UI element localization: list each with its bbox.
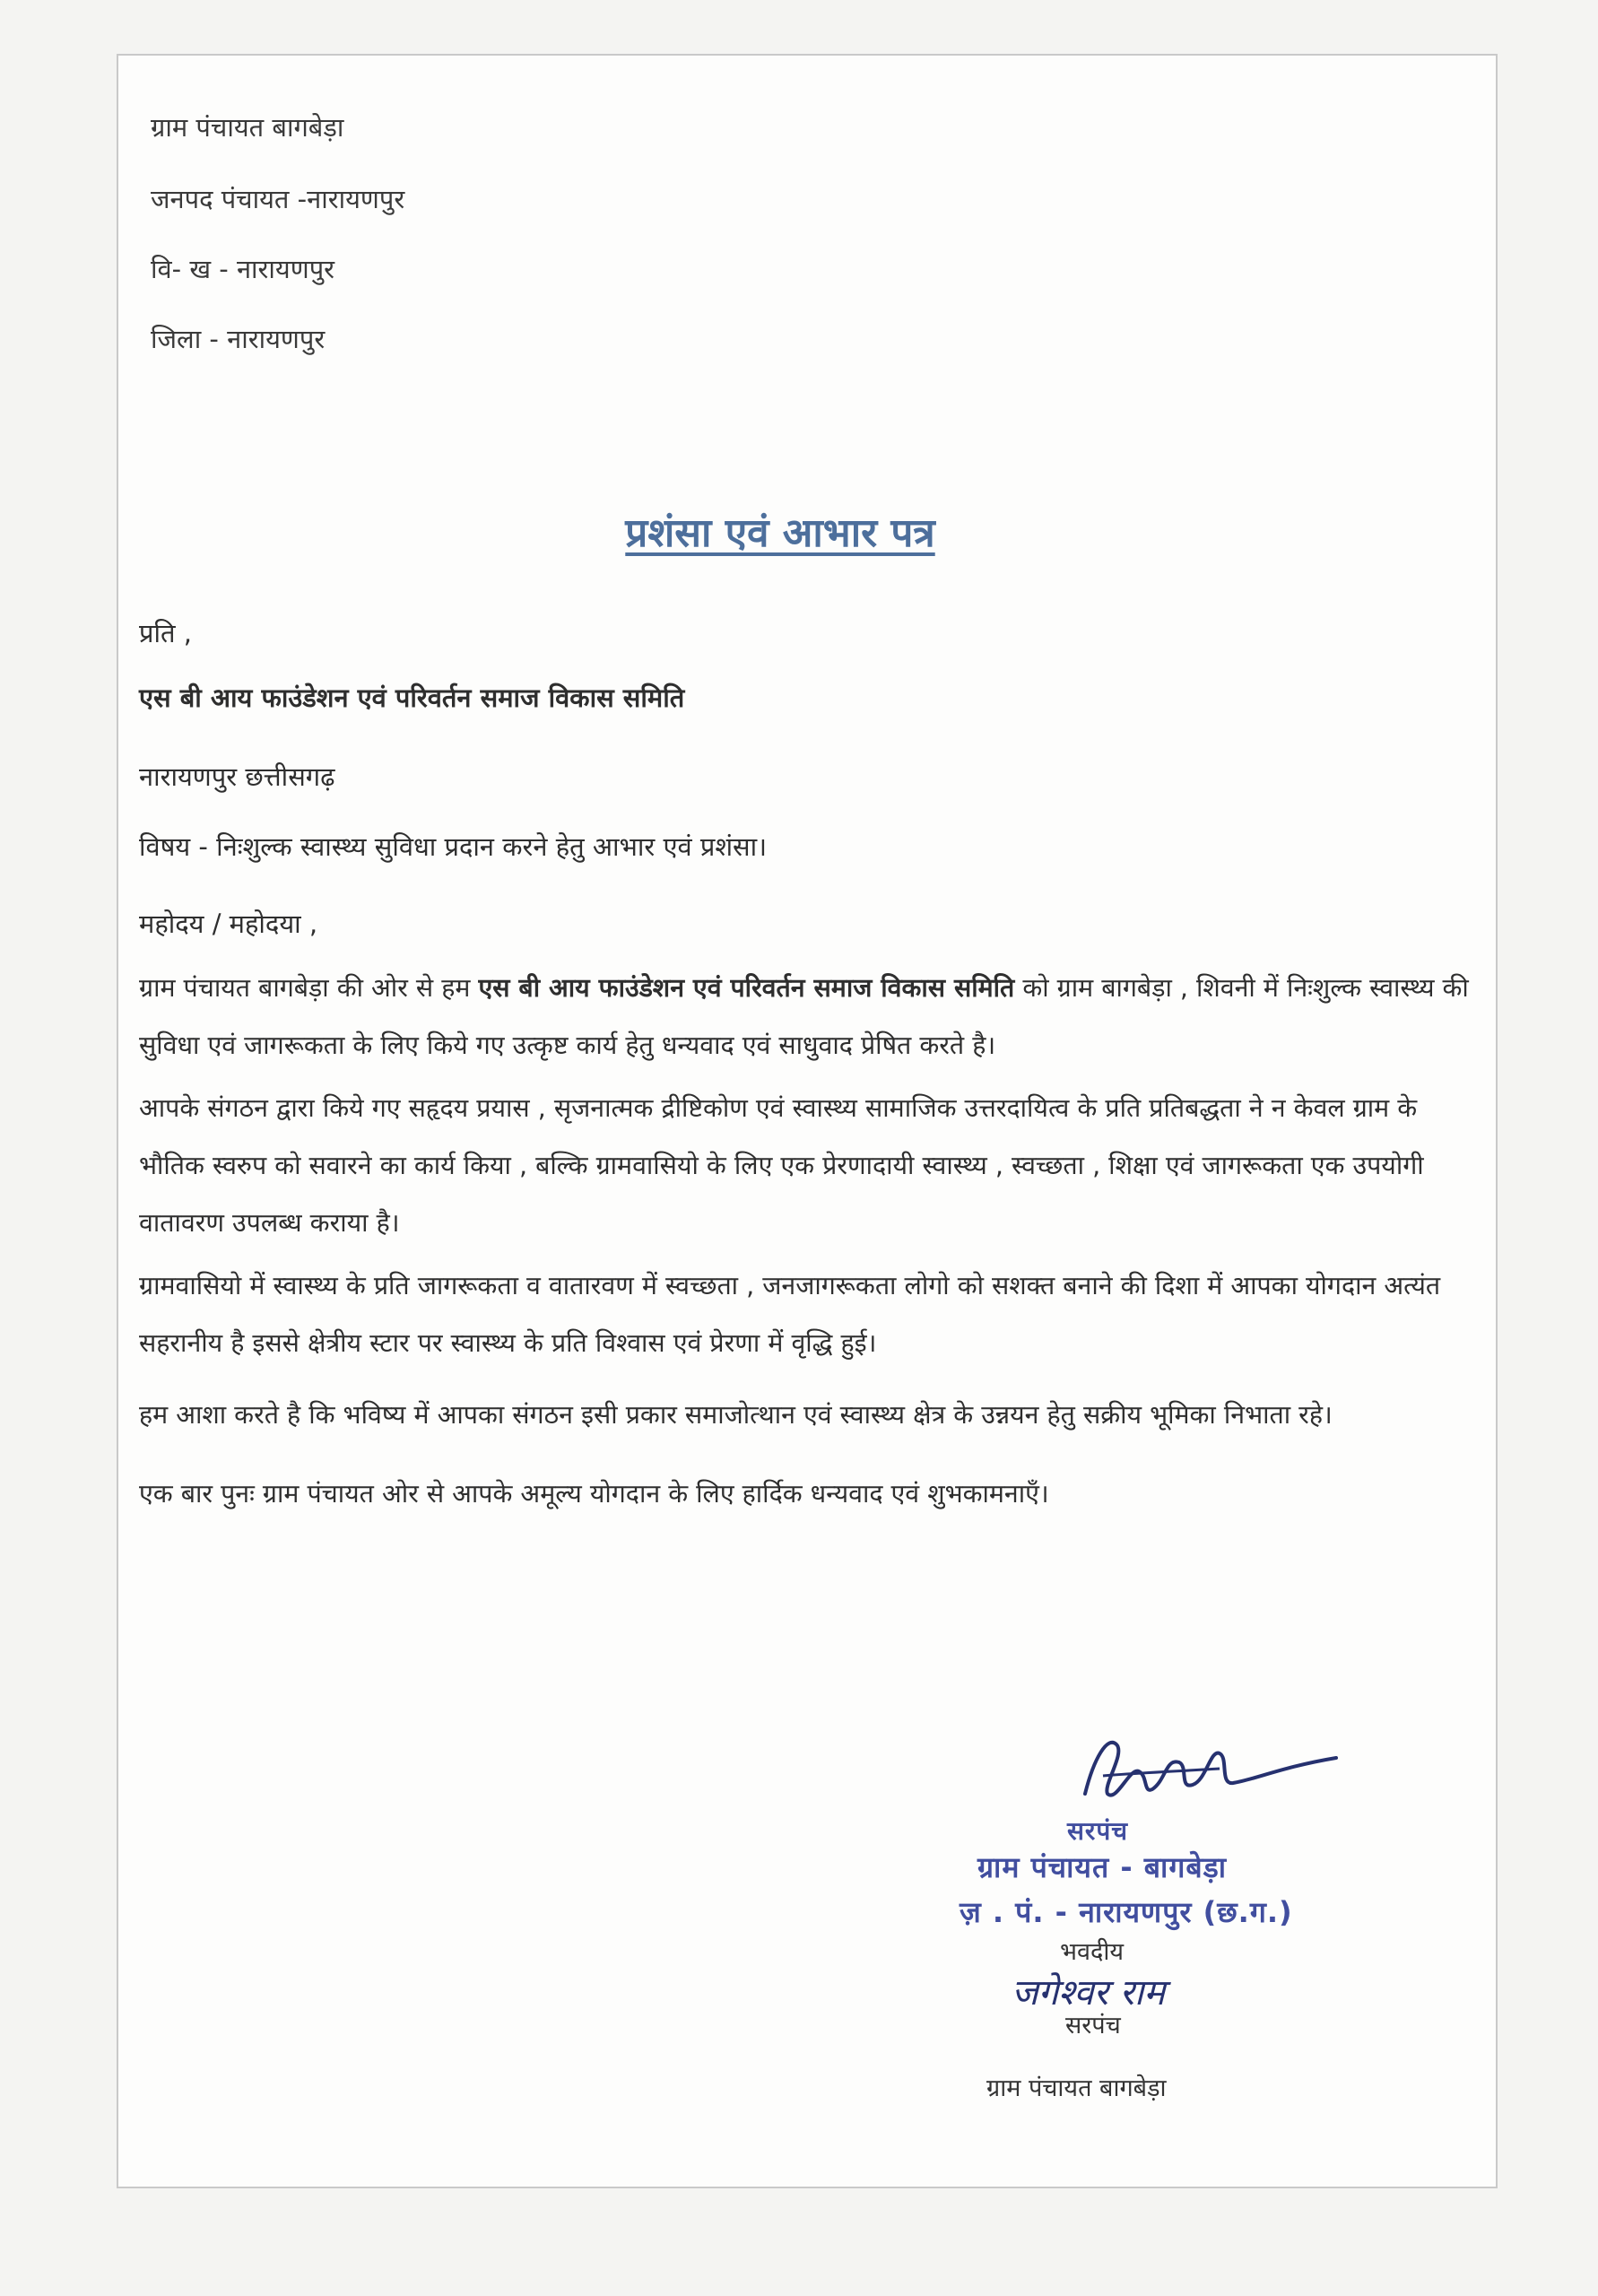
paragraph-1-rest: को ग्राम बागबेड़ा , शिवनी में निःशुल्क स्वास्थ्य की सुविधा एवं जागरूकता के लिए किये गए उत्कृष्ट कार्य हेतु धन्यवाद एवं साधुवाद प्रेषित करते है।: [139, 973, 1469, 1060]
stamp-sarpanch: सरपंच: [1067, 1816, 1129, 1846]
address-line-district: जिला - नारायणपुर: [151, 324, 326, 354]
paragraph-1-intro: ग्राम पंचायत बागबेड़ा की ओर से हम: [139, 973, 479, 1003]
sarpanch-signature: [1067, 1731, 1363, 1812]
letter-title: प्रशंसा एवं आभार पत्र: [625, 510, 935, 556]
recipient-to: प्रति ,: [139, 618, 192, 648]
paragraph-3: ग्रामवासियो में स्वास्थ्य के प्रति जागरूकता व वातारवण में स्वच्छता , जनजागरूकता लोगो को सशक्त बनाने की दिशा में आपका योगदान अत्यंत सहरानीय है इससे क्षेत्रीय स्टार पर स्वास्थ्य के प्रति विश्वास एवं प्रेरणा में वृद्धि हुई।: [139, 1271, 1441, 1358]
closing-office: ग्राम पंचायत बागबेड़ा: [986, 2074, 1167, 2102]
signature-block: [933, 1731, 1345, 2135]
paragraph-4: हम आशा करते है कि भविष्य में आपका संगठन इसी प्रकार समाजोत्थान एवं स्वास्थ्य क्षेत्र के उन्नयन हेतु सक्रीय भूमिका निभाता रहे।: [139, 1400, 1333, 1430]
subject-line: विषय - निःशुल्क स्वास्थ्य सुविधा प्रदान करने हेतु आभार एवं प्रशंसा।: [139, 831, 768, 862]
address-line-gram-panchayat: ग्राम पंचायत बागबेड़ा: [151, 112, 344, 143]
paragraph-1: [139, 960, 1484, 1074]
handwritten-name-signature: जगेश्वर राम: [1012, 1972, 1166, 2013]
paragraph-1-organization: एस बी आय फाउंडेशन एवं परिवर्तन समाज विकास समिति: [478, 973, 1015, 1003]
closing-yours: भवदीय: [1060, 1938, 1124, 1966]
recipient-organization: एस बी आय फाउंडेशन एवं परिवर्तन समाज विकास समिति: [139, 683, 685, 713]
closing-designation: सरपंच: [1065, 2012, 1121, 2039]
paragraph-2: आपके संगठन द्वारा किये गए सहृदय प्रयास , सृजनात्मक द्रीष्टिकोण एवं स्वास्थ्य सामाजिक उत्तरदायित्व के प्रति प्रतिबद्धता ने न केवल ग्राम के भौतिक स्वरुप को सवारने का कार्य किया , बल्कि ग्रामवासियो के लिए एक प्रेरणादायी स्वास्थ्य , स्वच्छता , शिक्षा एवं जागरूकता एक उपयोगी वातावरण उपलब्ध कराया है।: [139, 1093, 1424, 1238]
paragraph-5: एक बार पुनः ग्राम पंचायत ओर से आपके अमूल्य योगदान के लिए हार्दिक धन्यवाद एवं शुभकामनाएँ।: [139, 1479, 1049, 1509]
stamp-janpad: ज़ . पं. - नारायणपुर (छ.ग.): [960, 1895, 1293, 1929]
address-line-vikaskhand: वि- ख - नारायणपुर: [151, 254, 335, 284]
salutation: महोदय / महोदया ,: [139, 909, 318, 939]
address-line-janpad: जनपद पंचायत -नारायणपुर: [151, 184, 405, 214]
stamp-gram-panchayat: ग्राम पंचायत - बागबेड़ा: [977, 1850, 1228, 1884]
recipient-place: नारायणपुर छत्तीसगढ़: [139, 761, 335, 792]
